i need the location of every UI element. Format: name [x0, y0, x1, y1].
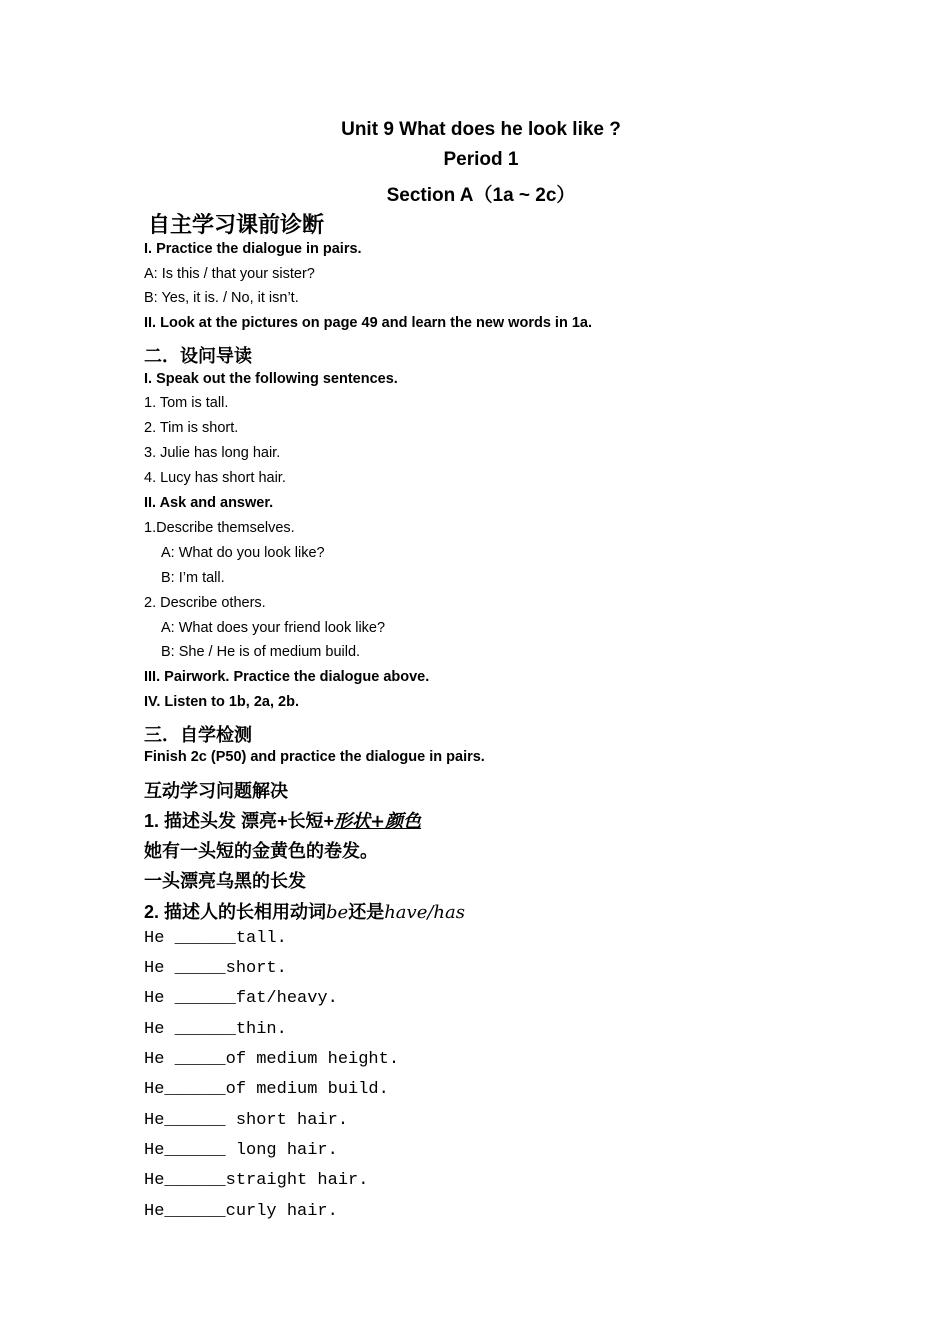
sentence-line: 2. Tim is short.: [144, 420, 239, 436]
task-pairwork: III. Pairwork. Practice the dialogue above.: [144, 669, 430, 685]
period-title: Period 1: [443, 149, 519, 170]
hair-example-1: 她有一头短的金黄色的卷发。: [144, 841, 378, 861]
point-describe-hair-emphasis: 形状+颜色: [334, 811, 422, 832]
fill-blank-line: He ______thin.: [144, 1020, 287, 1039]
fill-blank-line: He _____short.: [144, 959, 287, 978]
dialogue-line-b: B: Yes, it is. / No, it isn’t.: [144, 290, 299, 306]
point-verb-choice-or: 还是: [348, 902, 385, 922]
fill-blank-line: He______of medium build.: [144, 1080, 389, 1099]
task-speak-out: I. Speak out the following sentences.: [144, 371, 398, 387]
self-check-heading: 三．自学检测: [144, 725, 252, 745]
fill-blank-line: He ______tall.: [144, 929, 287, 948]
self-study-heading: 自主学习课前诊断: [148, 212, 325, 237]
unit-title: Unit 9 What does he look like ?: [341, 119, 621, 140]
point-verb-choice-text: 2. 描述人的长相用动词: [144, 902, 327, 922]
point-describe-hair-text: 1. 描述头发 漂亮+长短+: [144, 811, 335, 831]
describe-themselves: 1.Describe themselves.: [144, 520, 295, 536]
sentence-line: 1. Tom is tall.: [144, 395, 229, 411]
others-question: A: What does your friend look like?: [161, 620, 386, 636]
guided-reading-heading: 二．设问导读: [144, 346, 252, 366]
sentence-line: 4. Lucy has short hair.: [144, 470, 286, 486]
self-answer: B: I’m tall.: [161, 570, 225, 586]
others-answer: B: She / He is of medium build.: [161, 644, 361, 660]
self-question: A: What do you look like?: [161, 545, 325, 561]
task-practice-dialogue: I. Practice the dialogue in pairs.: [144, 241, 362, 257]
fill-blank-line: He______curly hair.: [144, 1202, 338, 1221]
fill-blank-line: He______ long hair.: [144, 1141, 338, 1160]
sentence-line: 3. Julie has long hair.: [144, 445, 281, 461]
interactive-learning-heading: 互动学习问题解决: [144, 781, 288, 801]
fill-blank-line: He______straight hair.: [144, 1171, 369, 1190]
section-title: Section A（1a ~ 2c）: [386, 185, 576, 206]
task-learn-new-words: II. Look at the pictures on page 49 and learn the new words in 1a.: [144, 315, 592, 331]
verb-have-has: have/has: [384, 902, 465, 923]
fill-blank-line: He ______fat/heavy.: [144, 989, 338, 1008]
verb-be: be: [326, 902, 349, 923]
task-ask-answer: II. Ask and answer.: [144, 495, 274, 511]
dialogue-line-a: A: Is this / that your sister?: [144, 266, 315, 282]
fill-blank-line: He______ short hair.: [144, 1111, 349, 1130]
task-finish-2c: Finish 2c (P50) and practice the dialogue in pairs.: [144, 749, 485, 765]
fill-blank-line: He _____of medium height.: [144, 1050, 400, 1069]
task-listen: IV. Listen to 1b, 2a, 2b.: [144, 694, 299, 710]
point-describe-hair: [144, 807, 421, 833]
describe-others: 2. Describe others.: [144, 595, 266, 611]
hair-example-2: 一头漂亮乌黑的长发: [144, 871, 306, 891]
point-verb-choice: [144, 898, 465, 924]
